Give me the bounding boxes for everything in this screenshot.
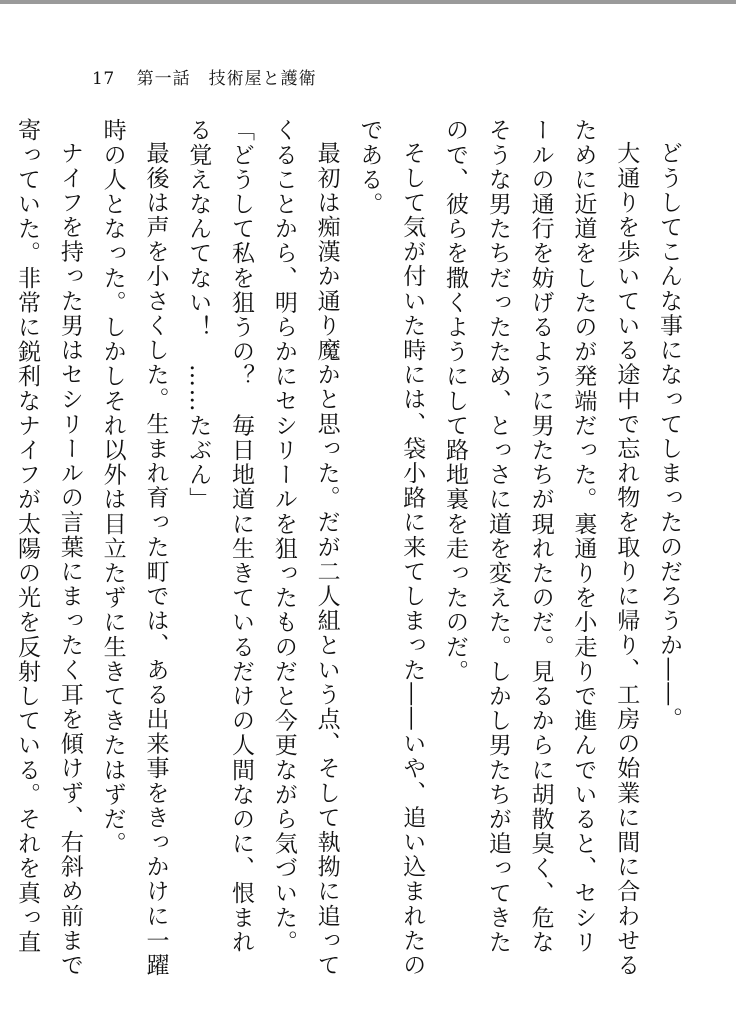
paragraph-2: 大通りを歩いている途中で忘れ物を取りに帰り、工房の始業に間に合わせるために近道をしたのが発端だった。裏通りを小走りで進んでいると、セシリールの通行を妨げるように男たちが現れたのだ。見るからに胡散臭く、危なそうな男たちだったため、とっさに道を変えた。しかし男たちが追ってきたので、彼らを撒くようにして路地裏を走ったのだ。 — [442, 118, 640, 978]
body-text — [14, 118, 690, 978]
running-header — [92, 64, 317, 89]
paragraph-1: どうしてこんな事になってしまったのだろうか――。 — [656, 141, 682, 732]
paragraph-6: ナイフを持った男はセシリールの言葉にまったく耳を傾けず、右斜め前まで寄っていた。非常に鋭利なナイフが太陽の光を反射している。それを真っ直 — [14, 118, 83, 978]
chapter-title: 第一話 技術屋と護衛 — [136, 69, 317, 89]
paragraph-5: 最後は声を小さくした。生まれ育った町では、ある出来事をきっかけに一躍時の人となった。しかしそれ以外は目立たずに生きてきたはずだ。 — [99, 118, 169, 978]
page-number: 17 — [92, 69, 115, 89]
paragraph-4: 最初は痴漢か通り魔かと思った。だが二人組という点、そして執拗に追ってくることから、明らかにセシリールを狙ったものだと今更ながら気づいた。 — [270, 118, 340, 978]
dialogue-1: 「どうして私を狙うの？ 毎日地道に生きているだけの人間なのに、恨まれる覚えなんてない！ ……たぶん」 — [185, 118, 255, 955]
paragraph-3: そして気が付いた時には、袋小路に来てしまった――いや、追い込まれたのである。 — [356, 118, 426, 978]
